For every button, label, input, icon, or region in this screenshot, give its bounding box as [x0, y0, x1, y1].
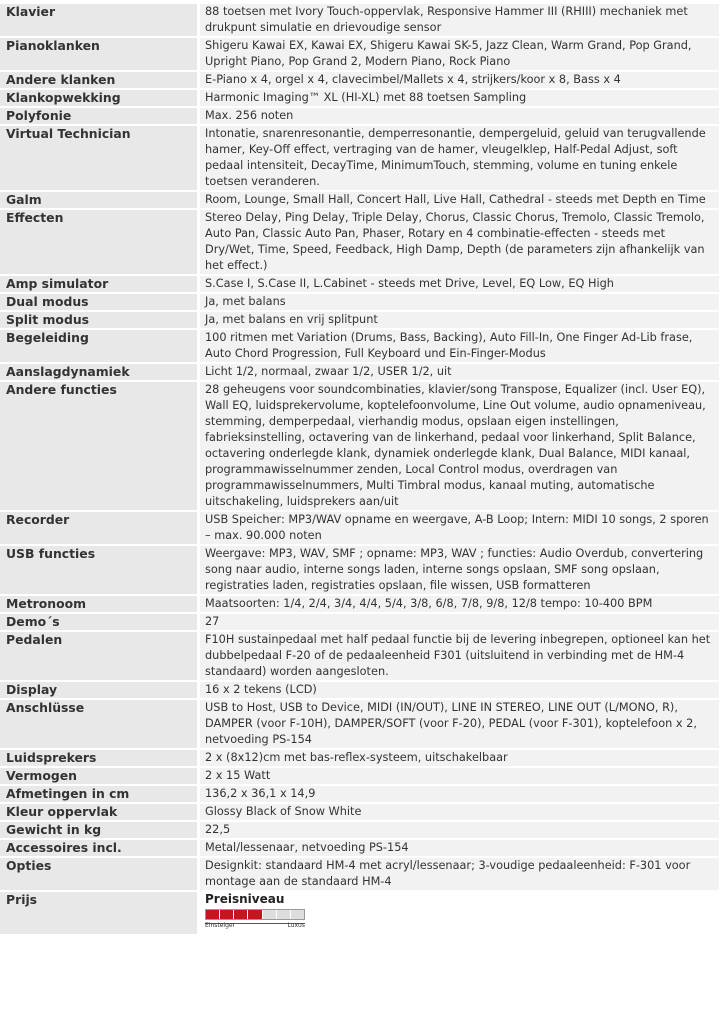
spec-value: Max. 256 noten — [200, 108, 719, 124]
spec-row — [0, 210, 721, 276]
price-level-title: Preisniveau — [205, 892, 285, 906]
spec-label: Display — [0, 682, 197, 698]
spec-value: 2 x 15 Watt — [200, 768, 719, 784]
spec-row — [0, 126, 721, 192]
spec-value: Designkit: standaard HM-4 met acryl/lessenaar; 3-voudige pedaaleenheid: F-301 voor montage aan de standaard HM-4 — [200, 858, 719, 890]
spec-value: Licht 1/2, normaal, zwaar 1/2, USER 1/2, uit — [200, 364, 719, 380]
spec-label: Polyfonie — [0, 108, 197, 124]
spec-row — [0, 364, 721, 382]
price-row — [0, 892, 721, 936]
spec-row — [0, 858, 721, 892]
spec-row — [0, 804, 721, 822]
spec-row — [0, 614, 721, 632]
spec-row — [0, 768, 721, 786]
spec-label: Recorder — [0, 512, 197, 544]
spec-label: Demo´s — [0, 614, 197, 630]
spec-value: 2 x (8x12)cm met bas-reflex-systeem, uitschakelbaar — [200, 750, 719, 766]
spec-label: Virtual Technician — [0, 126, 197, 190]
spec-label: Begeleiding — [0, 330, 197, 362]
spec-label: Andere klanken — [0, 72, 197, 88]
price-level-ends — [205, 922, 305, 929]
spec-value: Stereo Delay, Ping Delay, Triple Delay, Chorus, Classic Chorus, Tremolo, Classic Tremolo, Auto Pan, Classic Auto Pan, Phaser, Rotary en 4 combinatie-effecten - steeds met Dry/Wet, Time, Speed, Feedback, High Damp, Depth (de parameters zijn afhankelijk van het effect.) — [200, 210, 719, 274]
spec-label: Pianoklanken — [0, 38, 197, 70]
price-level-segment — [277, 910, 291, 919]
spec-row — [0, 512, 721, 546]
spec-label: Anschlüsse — [0, 700, 197, 748]
spec-label: Andere functies — [0, 382, 197, 510]
spec-row — [0, 596, 721, 614]
spec-label: Klavier — [0, 4, 197, 36]
price-level-segment — [220, 910, 234, 919]
spec-label: Pedalen — [0, 632, 197, 680]
spec-value: Room, Lounge, Small Hall, Concert Hall, Live Hall, Cathedral - steeds met Depth en Time — [200, 192, 719, 208]
spec-row — [0, 72, 721, 90]
spec-value: F10H sustainpedaal met half pedaal functie bij de levering inbegrepen, optioneel kan het dubbelpedaal F-20 of de pedaaleenheid F301 (uitsluitend in verbinding met de HM-4 standaard) worden aangesloten. — [200, 632, 719, 680]
spec-value: E-Piano x 4, orgel x 4, clavecimbel/Mallets x 4, strijkers/koor x 8, Bass x 4 — [200, 72, 719, 88]
spec-label: Aanslagdynamiek — [0, 364, 197, 380]
spec-label: Luidsprekers — [0, 750, 197, 766]
spec-label: Split modus — [0, 312, 197, 328]
spec-label: Opties — [0, 858, 197, 890]
price-level-segment — [206, 910, 220, 919]
spec-row — [0, 4, 721, 38]
price-level-badge — [205, 892, 305, 934]
spec-label: Amp simulator — [0, 276, 197, 292]
spec-row — [0, 382, 721, 512]
price-level-segment — [234, 910, 248, 919]
spec-value: Weergave: MP3, WAV, SMF ; opname: MP3, WAV ; functies: Audio Overdub, convertering song naar audio, interne songs laden, interne songs opslaan, SMF song opslaan, registraties laden, registraties opslaan, file wissen, USB formatteren — [200, 546, 719, 594]
spec-table — [0, 4, 721, 936]
spec-label: Gewicht in kg — [0, 822, 197, 838]
spec-label: Galm — [0, 192, 197, 208]
spec-value: Ja, met balans — [200, 294, 719, 310]
spec-row — [0, 700, 721, 750]
spec-row — [0, 682, 721, 700]
spec-value: 16 x 2 tekens (LCD) — [200, 682, 719, 698]
spec-value: Intonatie, snarenresonantie, demperresonantie, dempergeluid, geluid van terugvallende hamer, Key-Off effect, vertraging van de hamer, vleugelklep, Half-Pedal Adjust, soft pedaal intensiteit, DecayTime, MinimumTouch, stemming, volume en tuning enkele toetsen veranderen. — [200, 126, 719, 190]
spec-value: USB to Host, USB to Device, MIDI (IN/OUT), LINE IN STEREO, LINE OUT (L/MONO, R), DAMPER (voor F-10H), DAMPER/SOFT (voor F-20), PEDAL (voor F-301), koptelefoon x 2, netvoeding PS-154 — [200, 700, 719, 748]
spec-row — [0, 294, 721, 312]
spec-label: Accessoires incl. — [0, 840, 197, 856]
spec-value: 22,5 — [200, 822, 719, 838]
spec-label: Dual modus — [0, 294, 197, 310]
spec-label: Afmetingen in cm — [0, 786, 197, 802]
spec-row — [0, 276, 721, 294]
spec-value: 136,2 x 36,1 x 14,9 — [200, 786, 719, 802]
spec-row — [0, 312, 721, 330]
price-level-low-label: Einsteiger — [205, 922, 236, 929]
spec-row — [0, 632, 721, 682]
price-level-high-label: Luxus — [287, 922, 305, 929]
price-label: Prijs — [0, 892, 197, 934]
spec-row — [0, 546, 721, 596]
spec-value: 28 geheugens voor soundcombinaties, klavier/song Transpose, Equalizer (incl. User EQ), Wall EQ, luidsprekervolume, koptelefoonvolume, Line Out volume, audio opnameniveau, stemming, demperpedaal, vierhandig modus, opslaan eigen instellingen, fabrieksinstelling, octavering van de linkerhand, pedaal voor linkerhand, Split Balance, octavering onderlegde klank, dynamiek onderlegde klank, Dual Balance, MIDI kanaal, programmawisselnummer zenden, Local Control modus, overdragen van programmawisselnummers, Multi Timbral modus, kanaal muting, automatische uitschakeling, luidsprekers aan/uit — [200, 382, 719, 510]
spec-row — [0, 786, 721, 804]
price-value — [200, 892, 719, 934]
spec-value: Metal/lessenaar, netvoeding PS-154 — [200, 840, 719, 856]
spec-label: Vermogen — [0, 768, 197, 784]
spec-value: S.Case I, S.Case II, L.Cabinet - steeds met Drive, Level, EQ Low, EQ High — [200, 276, 719, 292]
price-level-segment — [291, 910, 304, 919]
spec-label: Kleur oppervlak — [0, 804, 197, 820]
spec-label: Metronoom — [0, 596, 197, 612]
spec-value: 27 — [200, 614, 719, 630]
spec-row — [0, 38, 721, 72]
spec-value: Harmonic Imaging™ XL (HI-XL) met 88 toetsen Sampling — [200, 90, 719, 106]
spec-row — [0, 822, 721, 840]
spec-value: USB Speicher: MP3/WAV opname en weergave, A-B Loop; Intern: MIDI 10 songs, 2 sporen – max. 90.000 noten — [200, 512, 719, 544]
spec-value: Ja, met balans en vrij splitpunt — [200, 312, 719, 328]
spec-row — [0, 192, 721, 210]
spec-value: Maatsoorten: 1/4, 2/4, 3/4, 4/4, 5/4, 3/8, 6/8, 7/8, 9/8, 12/8 tempo: 10-400 BPM — [200, 596, 719, 612]
spec-row — [0, 90, 721, 108]
spec-row — [0, 108, 721, 126]
spec-row — [0, 840, 721, 858]
spec-value: 88 toetsen met Ivory Touch-oppervlak, Responsive Hammer III (RHIII) mechaniek met drukpunt simulatie en drievoudige sensor — [200, 4, 719, 36]
spec-value: Shigeru Kawai EX, Kawai EX, Shigeru Kawai SK-5, Jazz Clean, Warm Grand, Pop Grand, Upright Piano, Pop Grand 2, Modern Piano, Rock Piano — [200, 38, 719, 70]
price-level-segment — [263, 910, 277, 919]
spec-label: Klankopwekking — [0, 90, 197, 106]
spec-label: Effecten — [0, 210, 197, 274]
spec-row — [0, 750, 721, 768]
spec-value: Glossy Black of Snow White — [200, 804, 719, 820]
spec-value: 100 ritmen met Variation (Drums, Bass, Backing), Auto Fill-In, One Finger Ad-Lib frase, Auto Chord Progression, Full Keyboard und Ein-Finger-Modus — [200, 330, 719, 362]
spec-row — [0, 330, 721, 364]
spec-label: USB functies — [0, 546, 197, 594]
price-level-segment — [248, 910, 262, 919]
